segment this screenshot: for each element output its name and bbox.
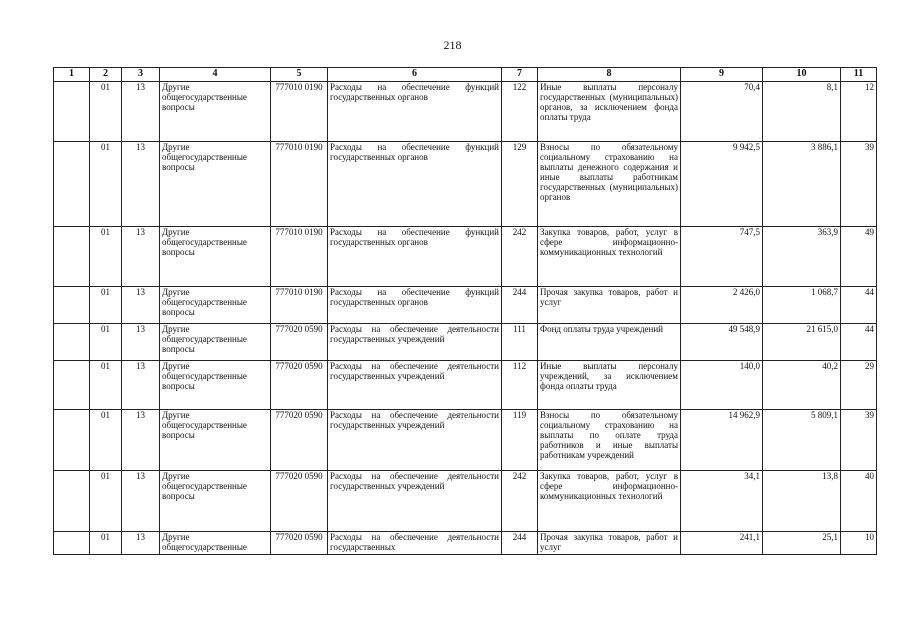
table-row	[54, 324, 877, 361]
target-article-name: Расходы на обеспечение функций государственных органов	[328, 142, 502, 227]
subsection-code: 13	[122, 361, 160, 410]
expense-type-name	[538, 532, 681, 555]
row-cell-col1	[54, 82, 90, 142]
amount-executed: 21 615,0	[763, 324, 841, 361]
section-code: 01	[90, 532, 122, 555]
execution-percent: 40	[841, 471, 877, 532]
section-code: 01	[90, 410, 122, 471]
section-code: 01	[90, 142, 122, 227]
amount-executed: 363,9	[763, 227, 841, 287]
amount-executed: 25,1	[763, 532, 841, 555]
expense-type-code: 244	[502, 287, 538, 324]
row-cell-col1	[54, 532, 90, 555]
column-header: 8	[538, 68, 681, 82]
subsection-code: 13	[122, 142, 160, 227]
table-row	[54, 532, 877, 555]
expense-type-name: Закупка товаров, работ, услуг в сфере информационно-коммуникационных технологий	[538, 227, 681, 287]
target-article-code: 777010 0190	[271, 287, 328, 324]
column-header: 10	[763, 68, 841, 82]
row-cell-col1	[54, 324, 90, 361]
expense-type-code: 244	[502, 532, 538, 555]
section-name: Другие общегосударственные вопросы	[160, 82, 271, 142]
column-header: 9	[681, 68, 763, 82]
execution-percent: 44	[841, 324, 877, 361]
section-name: Другие общегосударственные вопросы	[160, 324, 271, 361]
expense-type-code: 129	[502, 142, 538, 227]
subsection-code: 13	[122, 82, 160, 142]
section-name: Другие общегосударственные вопросы	[160, 287, 271, 324]
section-code: 01	[90, 227, 122, 287]
target-article-name-text: Расходы на обеспечение деятельности государственных	[330, 532, 499, 552]
target-article-code: 777020 0590	[271, 471, 328, 532]
table-row	[54, 142, 877, 227]
section-code: 01	[90, 82, 122, 142]
page-number: 218	[443, 38, 462, 52]
execution-percent: 39	[841, 142, 877, 227]
table-header-row	[54, 68, 877, 82]
amount-planned: 2 426,0	[681, 287, 763, 324]
table-row	[54, 287, 877, 324]
section-name-text: Другие общегосударственные	[162, 532, 247, 552]
column-header: 11	[841, 68, 877, 82]
amount-planned: 49 548,9	[681, 324, 763, 361]
expense-type-code: 112	[502, 361, 538, 410]
section-code: 01	[90, 361, 122, 410]
target-article-name: Расходы на обеспечение функций государственных органов	[328, 82, 502, 142]
section-name: Другие общегосударственные вопросы	[160, 227, 271, 287]
row-cell-col1	[54, 361, 90, 410]
subsection-code: 13	[122, 287, 160, 324]
row-cell-col1	[54, 142, 90, 227]
amount-planned: 241,1	[681, 532, 763, 555]
column-header: 5	[271, 68, 328, 82]
row-cell-col1	[54, 410, 90, 471]
expense-type-code: 122	[502, 82, 538, 142]
amount-planned: 747,5	[681, 227, 763, 287]
column-header: 6	[328, 68, 502, 82]
column-header: 7	[502, 68, 538, 82]
amount-executed: 1 068,7	[763, 287, 841, 324]
amount-planned: 70,4	[681, 82, 763, 142]
expense-type-name: Взносы по обязательному социальному страхованию на выплаты денежного содержания и иные выплаты работникам государственных (муниципальных) органов	[538, 142, 681, 227]
column-header: 1	[54, 68, 90, 82]
target-article-name: Расходы на обеспечение функций государственных органов	[328, 227, 502, 287]
expense-type-code: 242	[502, 471, 538, 532]
table-row	[54, 82, 877, 142]
section-name: Другие общегосударственные вопросы	[160, 361, 271, 410]
amount-executed: 3 886,1	[763, 142, 841, 227]
table-row	[54, 471, 877, 532]
target-article-code-text: 777020 0590	[275, 532, 323, 542]
section-code: 01	[90, 324, 122, 361]
target-article-name: Расходы на обеспечение функций государственных органов	[328, 287, 502, 324]
expense-type-code: 119	[502, 410, 538, 471]
amount-executed: 40,2	[763, 361, 841, 410]
amount-planned: 14 962,9	[681, 410, 763, 471]
section-code: 01	[90, 287, 122, 324]
amount-planned: 140,0	[681, 361, 763, 410]
target-article-code: 777020 0590	[271, 361, 328, 410]
execution-percent: 29	[841, 361, 877, 410]
amount-executed: 8,1	[763, 82, 841, 142]
expense-type-name: Прочая закупка товаров, работ и услуг	[538, 287, 681, 324]
budget-table	[53, 67, 877, 555]
expense-type-name-text: Прочая закупка товаров, работ и услуг	[540, 532, 678, 552]
execution-percent: 12	[841, 82, 877, 142]
expense-type-name: Иные выплаты персоналу государственных (муниципальных) органов, за исключением фонда оплаты труда	[538, 82, 681, 142]
table-row	[54, 410, 877, 471]
column-header: 3	[122, 68, 160, 82]
amount-executed: 13,8	[763, 471, 841, 532]
expense-type-code: 111	[502, 324, 538, 361]
section-code: 01	[90, 471, 122, 532]
expense-type-name: Закупка товаров, работ, услуг в сфере информационно-коммуникационных технологий	[538, 471, 681, 532]
target-article-code: 777010 0190	[271, 142, 328, 227]
expense-type-name: Фонд оплаты труда учреждений	[538, 324, 681, 361]
amount-planned: 9 942,5	[681, 142, 763, 227]
execution-percent: 44	[841, 287, 877, 324]
column-header: 2	[90, 68, 122, 82]
expense-type-name: Иные выплаты персоналу учреждений, за исключением фонда оплаты труда	[538, 361, 681, 410]
row-cell-col1	[54, 287, 90, 324]
row-cell-col1	[54, 471, 90, 532]
target-article-code: 777020 0590	[271, 324, 328, 361]
target-article-name: Расходы на обеспечение деятельности государственных учреждений	[328, 324, 502, 361]
table-row	[54, 361, 877, 410]
subsection-code: 13	[122, 532, 160, 555]
target-article-code: 777010 0190	[271, 82, 328, 142]
row-cell-col1	[54, 227, 90, 287]
execution-percent: 49	[841, 227, 877, 287]
target-article-name: Расходы на обеспечение деятельности государственных учреждений	[328, 410, 502, 471]
table-row	[54, 227, 877, 287]
execution-percent: 10	[841, 532, 877, 555]
execution-percent: 39	[841, 410, 877, 471]
section-name: Другие общегосударственные вопросы	[160, 410, 271, 471]
column-header: 4	[160, 68, 271, 82]
amount-planned: 34,1	[681, 471, 763, 532]
expense-type-code: 242	[502, 227, 538, 287]
target-article-code	[271, 532, 328, 555]
subsection-code: 13	[122, 471, 160, 532]
amount-executed: 5 809,1	[763, 410, 841, 471]
section-name	[160, 532, 271, 555]
subsection-code: 13	[122, 410, 160, 471]
target-article-code: 777020 0590	[271, 410, 328, 471]
target-article-name: Расходы на обеспечение деятельности государственных учреждений	[328, 471, 502, 532]
subsection-code: 13	[122, 324, 160, 361]
section-name: Другие общегосударственные вопросы	[160, 142, 271, 227]
target-article-name	[328, 532, 502, 555]
target-article-code: 777010 0190	[271, 227, 328, 287]
expense-type-name: Взносы по обязательному социальному страхованию на выплаты по оплате труда работников и иные выплаты работникам учреждений	[538, 410, 681, 471]
target-article-name: Расходы на обеспечение деятельности государственных учреждений	[328, 361, 502, 410]
section-name: Другие общегосударственные вопросы	[160, 471, 271, 532]
subsection-code: 13	[122, 227, 160, 287]
